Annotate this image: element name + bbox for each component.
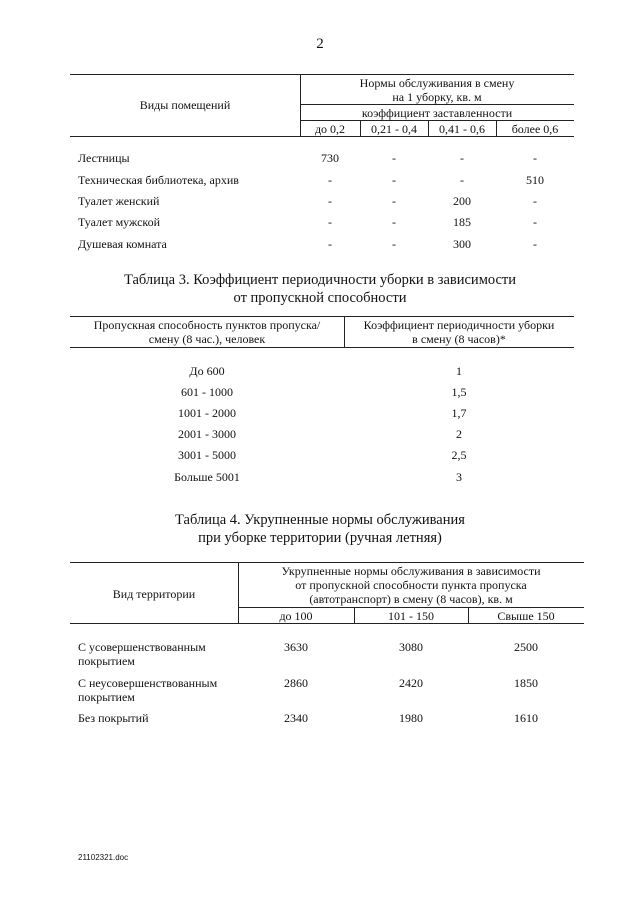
territory-label-sub: покрытием [78, 690, 135, 704]
range-header: более 0,6 [511, 122, 559, 136]
norms-header-sub: от пропускной способности пункта пропуска [295, 578, 527, 592]
cell-value: - [460, 173, 464, 187]
cell-value: - [328, 194, 332, 208]
coefficient-value: 3 [456, 470, 462, 484]
norms-header-sub: на 1 уборку, кв. м [392, 90, 482, 104]
cell-value: 3080 [399, 640, 423, 654]
table4-caption-sub: при уборке территории (ручная летняя) [198, 530, 442, 546]
capacity-range: До 600 [189, 364, 225, 378]
row-label: Душевая комната [78, 237, 167, 251]
norms-header: Укрупненные нормы обслуживания в зависимости [281, 564, 541, 578]
capacity-range: 3001 - 5000 [178, 448, 236, 462]
cell-value: 2860 [284, 676, 308, 690]
range-header: 0,21 - 0,4 [371, 122, 417, 136]
cell-value: 730 [321, 151, 339, 165]
cell-value: 2340 [284, 711, 308, 725]
cell-value: - [392, 151, 396, 165]
coefficient-value: 1,5 [451, 385, 467, 399]
range-header: до 0,2 [314, 122, 346, 136]
coef-header: коэффициент заставленности [361, 106, 513, 120]
cell-value: - [328, 215, 332, 229]
page-number: 2 [316, 36, 324, 52]
row-label: Лестницы [78, 151, 130, 165]
cell-value: 3630 [284, 640, 308, 654]
cell-value: 2500 [514, 640, 538, 654]
cell-value: - [328, 173, 332, 187]
cell-value: - [392, 215, 396, 229]
capacity-range: 2001 - 3000 [178, 427, 236, 441]
cell-value: - [533, 237, 537, 251]
cell-value: - [533, 194, 537, 208]
capacity-header: Пропускная способность пунктов пропуска/ [93, 318, 321, 332]
cell-value: - [392, 237, 396, 251]
territory-label: С усовершенствованным [78, 640, 206, 654]
coefficient-value: 2 [456, 427, 462, 441]
row-label: Туалет женский [78, 194, 160, 208]
row-label: Техническая библиотека, архив [78, 173, 239, 187]
capacity-range: 601 - 1000 [181, 385, 233, 399]
cell-value: 1850 [514, 676, 538, 690]
cell-value: - [533, 215, 537, 229]
cell-value: - [328, 237, 332, 251]
coefficient-value: 1 [456, 364, 462, 378]
premises-type-header: Виды помещений [139, 98, 231, 112]
coefficient-value: 1,7 [451, 406, 467, 420]
cell-value: - [460, 151, 464, 165]
range-header: до 100 [279, 609, 313, 623]
row-label: Туалет мужской [78, 215, 161, 229]
cell-value: - [392, 194, 396, 208]
coefficient-header: Коэффициент периодичности уборки [363, 318, 555, 332]
range-header: 0,41 - 0,6 [439, 122, 485, 136]
norms-header-sub: (автотранспорт) в смену (8 часов), кв. м [309, 592, 513, 606]
cell-value: 1610 [514, 711, 538, 725]
territory-type-header: Вид территории [112, 587, 196, 601]
cell-value: 510 [526, 173, 544, 187]
table3-caption-sub: от пропускной способности [233, 290, 407, 306]
document-filename: 21102321.doc [78, 853, 129, 862]
cell-value: 300 [453, 237, 471, 251]
cell-value: 1980 [399, 711, 423, 725]
cell-value: - [533, 151, 537, 165]
territory-label: С неусовершенствованным [78, 676, 218, 690]
territory-label-sub: покрытием [78, 654, 135, 668]
cell-value: 185 [453, 215, 471, 229]
cell-value: - [392, 173, 396, 187]
territory-label: Без покрытий [78, 711, 149, 725]
capacity-range: 1001 - 2000 [178, 406, 236, 420]
coefficient-value: 2,5 [451, 448, 467, 462]
cell-value: 200 [453, 194, 471, 208]
table4-caption: Таблица 4. Укрупненные нормы обслуживания [175, 512, 465, 528]
range-header: 101 - 150 [388, 609, 434, 623]
capacity-header-sub: смену (8 час.), человек [148, 332, 266, 346]
coefficient-header-sub: в смену (8 часов)* [412, 332, 506, 346]
norms-header: Нормы обслуживания в смену [359, 76, 515, 90]
cell-value: 2420 [399, 676, 423, 690]
table3-caption: Таблица 3. Коэффициент периодичности уборки в зависимости [123, 272, 517, 288]
capacity-range: Больше 5001 [174, 470, 240, 484]
range-header: Свыше 150 [497, 609, 555, 623]
